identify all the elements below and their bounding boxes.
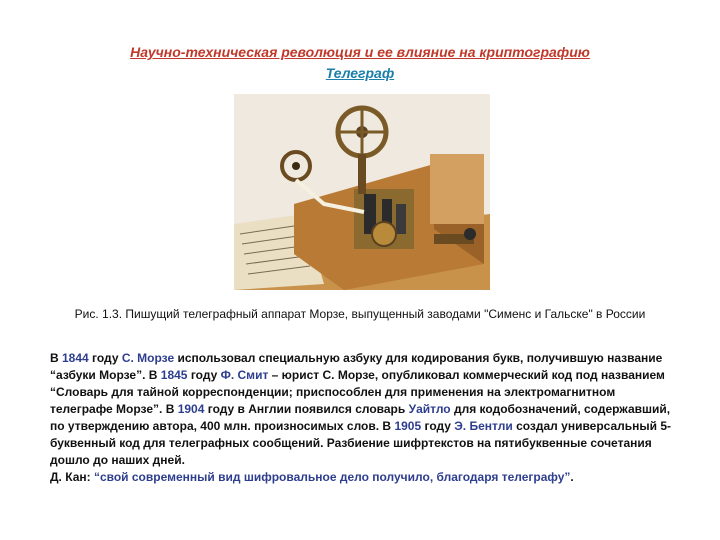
year-1844: 1844 [62,351,89,365]
telegraph-illustration [234,94,490,290]
year-1845: 1845 [160,368,188,382]
name-bentley: Э. Бентли [454,419,513,433]
slide-subtitle: Телеграф [325,65,395,81]
year-1905: 1905 [394,419,422,433]
kahn-suffix: . [570,470,574,484]
kahn-prefix: Д. Кан: [50,470,94,484]
morse-telegraph-photo [234,94,490,290]
text-run: В [50,351,62,365]
text-run: году [88,351,122,365]
year-1904: 1904 [177,402,205,416]
text-run: – юрист С. Морзе, опубликовал коммерческий код под названием “Словарь для тайной корреспонденции; приспособлен для применения на электромагнитном телеграфе Морзе”. В [50,368,665,416]
text-run: использовал специальную азбуку для кодирования букв, получившую название “азбуки Морзе”. В [50,351,663,382]
kahn-quote: “свой современный вид шифровальное дело получило, благодаря телеграфу” [93,470,571,484]
text-run: году [421,419,455,433]
text-run: году в Англии появился словарь [204,402,409,416]
figure-caption: Рис. 1.3. Пишущий телеграфный аппарат Морзе, выпущенный заводами "Сименс и Гальске" в России [74,307,646,321]
text-run: создал универсальный 5-буквенный код для телеграфных сообщений. Разбиение шифртекстов на пятибуквенные сочетания дошло до наших дней. [50,419,672,467]
name-whitelaw: Уайтло [408,402,451,416]
text-run: году [187,368,221,382]
name-morse: С. Морзе [121,351,175,365]
text-run: для кодобозначений, содержавший, по утверждению автора, 400 млн. произносимых слов. В [50,402,671,433]
slide-title: Научно-техническая революция и ее влияние на криптографию [130,44,590,60]
name-smith: Ф. Смит [220,368,269,382]
body-paragraph [50,350,680,486]
